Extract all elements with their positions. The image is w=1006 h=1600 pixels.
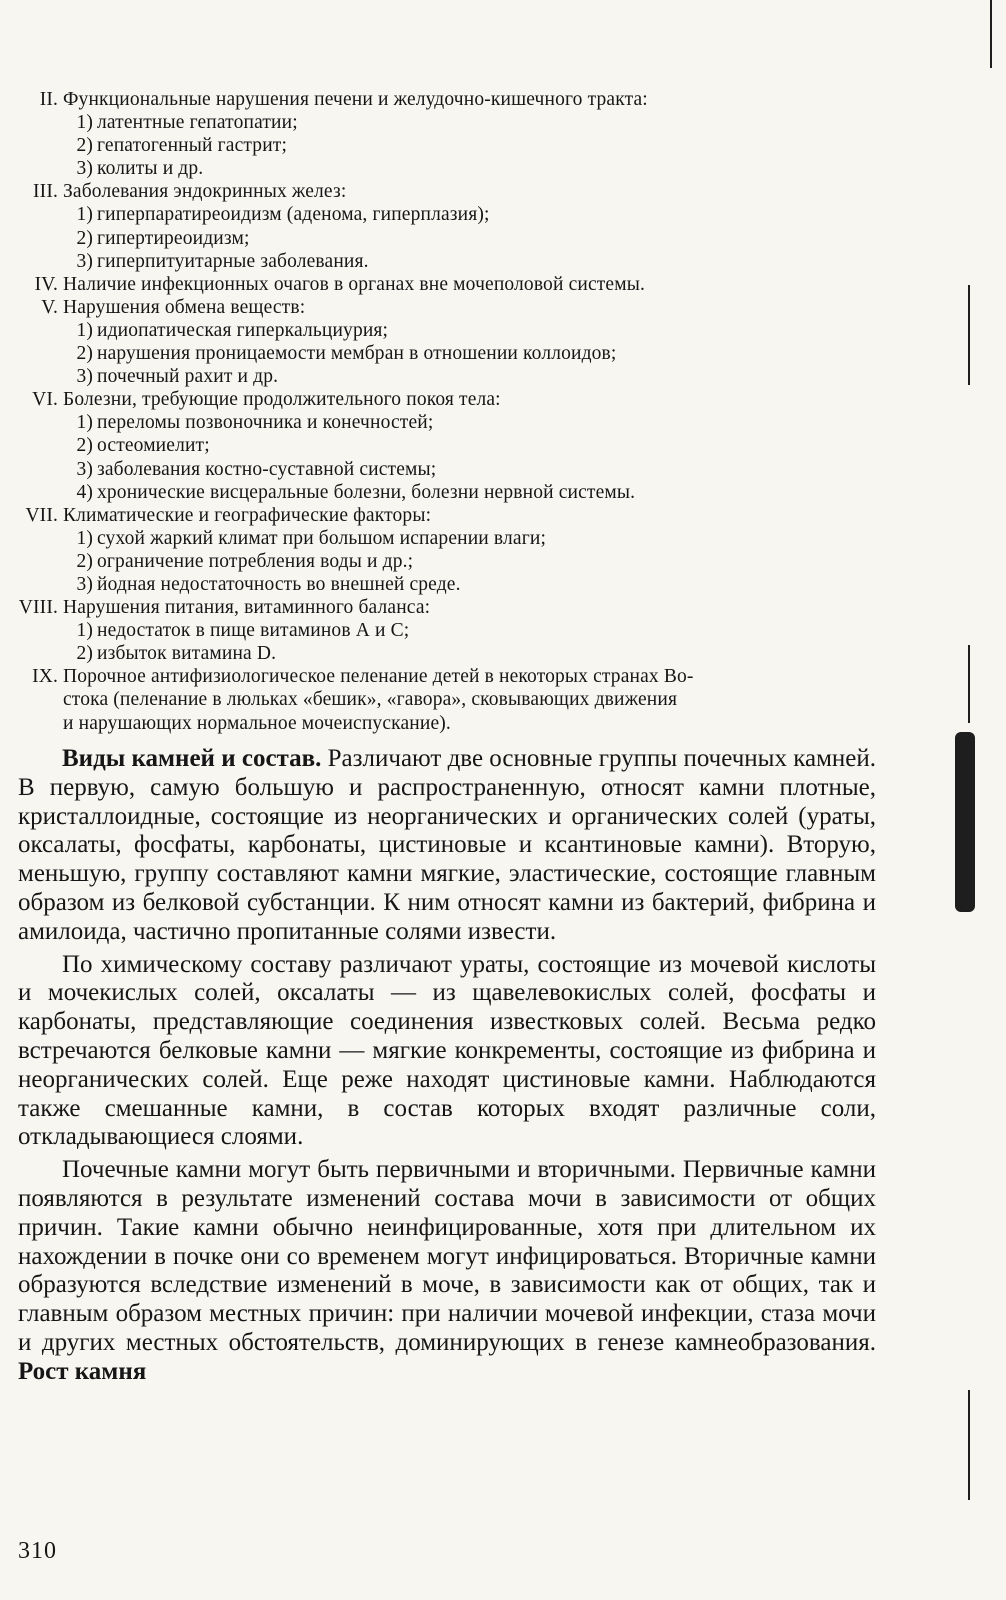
section-heading-text: Болезни, требующие продолжительного покоя тела: <box>63 389 501 411</box>
list-item <box>18 573 878 596</box>
section-heading-number: VIII. <box>18 597 58 619</box>
scan-mark <box>968 1390 970 1500</box>
scan-mark <box>990 0 992 68</box>
list-item-number: 4) <box>76 481 93 503</box>
list-item <box>18 342 878 365</box>
list-item-number: 2) <box>76 227 93 249</box>
section-heading-text: Заболевания эндокринных желез: <box>63 181 347 203</box>
list-item-number: 1) <box>76 412 93 434</box>
list-item <box>18 458 878 481</box>
section-heading <box>18 665 878 688</box>
section-continuation-text: и нарушающих нормальное мочеиспускание). <box>63 712 451 734</box>
section-heading-text: Нарушения обмена веществ: <box>63 296 306 318</box>
list-item-number: 3) <box>76 366 93 388</box>
list-item <box>18 481 878 504</box>
section-heading <box>18 388 878 411</box>
paragraph-text: Различают две основные группы почечных камней. В первую, самую большую и распространенную, относят камни плотные, кристаллоидные, состоящие из неорганических и органических солей (ураты, оксалаты, фосфаты, карбонаты, цистиновые и ксантиновые камни). Вторую, меньшую, группу составляют камни мягкие, эластические, состоящие главным образом из белковой субстанции. К ним относят камни из бактерий, фибрина и амилоида, частично пропитанные солями извести. <box>18 745 877 945</box>
list-item <box>18 203 878 226</box>
list-item-text: заболевания костно-суставной системы; <box>97 458 437 480</box>
section-heading <box>18 273 878 296</box>
list-item-text: избыток витамина D. <box>97 643 277 665</box>
list-item <box>18 227 878 250</box>
page-number: 310 <box>18 1538 57 1564</box>
section-heading-text: Наличие инфекционных очагов в органах вне мочеполовой системы. <box>63 273 646 295</box>
list-item-number: 1) <box>76 319 93 341</box>
list-item-number: 2) <box>76 550 93 572</box>
section-heading-number: IV. <box>34 273 58 295</box>
list-item-text: гепатогенный гастрит; <box>97 135 288 157</box>
list-item-number: 2) <box>76 135 93 157</box>
paragraph-heading: Виды камней и состав. <box>62 745 322 772</box>
paragraph-text: По химическому составу различают ураты, состоящие из мочевой кислоты и мочекислых солей, оксалаты — из щавелевокислых солей, фосфаты и карбонаты, представляющие соединения известковых солей. Весьма редко встречаются белковые камни — мягкие конкременты, состоящие из фибрина и неорганических солей. Еще реже находят цистиновые камни. Наблюдаются также смешанные камни, в состав которых входят различные соли, откладывающиеся слоями. <box>18 950 876 1151</box>
section-heading <box>18 88 878 111</box>
section-heading-text: Функциональные нарушения печени и желудочно-кишечного тракта: <box>63 89 648 110</box>
list-item-number: 2) <box>76 435 93 457</box>
list-item <box>18 550 878 573</box>
list-item-text: гипертиреоидизм; <box>97 227 250 249</box>
list-item <box>18 250 878 273</box>
scan-mark <box>968 645 970 723</box>
list-item-text: идиопатическая гиперкальциурия; <box>97 319 389 341</box>
list-item-text: латентные гепатопатии; <box>97 112 298 134</box>
paragraph <box>18 745 876 947</box>
section-heading-number: V. <box>41 296 58 318</box>
section-continuation <box>18 688 878 711</box>
list-item <box>18 642 878 665</box>
list-item-number: 3) <box>76 158 93 180</box>
section-heading-text: Климатические и географические факторы: <box>63 504 432 526</box>
scan-mark <box>968 285 970 385</box>
list-item <box>18 319 878 342</box>
scan-smudge <box>955 732 975 912</box>
section-heading <box>18 296 878 319</box>
section-heading-text: Порочное антифизиологическое пеленание детей в некоторых странах Во- <box>63 666 694 688</box>
list-item <box>18 365 878 388</box>
list-item-text: гиперпитуитарные заболевания. <box>97 250 369 272</box>
section-heading-number: III. <box>33 181 58 203</box>
list-item <box>18 527 878 550</box>
section-heading <box>18 504 878 527</box>
etiology-list <box>18 88 878 735</box>
list-item-text: нарушения проницаемости мембран в отношении коллоидов; <box>97 343 617 365</box>
list-item-text: почечный рахит и др. <box>97 366 279 388</box>
section-heading <box>18 596 878 619</box>
list-item-number: 3) <box>76 573 93 595</box>
list-item-text: гиперпаратиреоидизм (аденома, гиперплазия); <box>97 204 490 226</box>
section-heading-number: IX. <box>32 666 58 688</box>
list-item <box>18 619 878 642</box>
section-heading-number: VI. <box>32 389 58 411</box>
list-item-number: 2) <box>76 643 93 665</box>
list-item <box>18 111 878 134</box>
list-item <box>18 411 878 434</box>
body-text <box>18 745 876 1391</box>
list-item-number: 1) <box>76 620 93 642</box>
list-item <box>18 434 878 457</box>
section-heading-number: VII. <box>25 504 58 526</box>
list-item <box>18 157 878 180</box>
section-continuation <box>18 712 878 735</box>
list-item-text: переломы позвоночника и конечностей; <box>97 412 434 434</box>
list-item-text: остеомиелит; <box>97 435 210 457</box>
list-item-number: 3) <box>76 250 93 272</box>
section-heading <box>18 180 878 203</box>
section-continuation-text: стока (пеленание в люльках «бешик», «гавора», сковывающих движения <box>63 689 678 711</box>
list-item <box>18 134 878 157</box>
list-item-text: колиты и др. <box>97 158 204 180</box>
list-item-number: 1) <box>76 204 93 226</box>
section-heading-text: Нарушения питания, витаминного баланса: <box>63 597 431 619</box>
list-item-number: 2) <box>76 343 93 365</box>
section-heading-number: II. <box>39 89 58 110</box>
paragraph <box>18 951 876 1153</box>
list-item-text: недостаток в пище витаминов А и С; <box>97 620 410 642</box>
list-item-number: 1) <box>76 527 93 549</box>
paragraph-tail: Рост камня <box>18 1357 147 1385</box>
paragraph-text: Почечные камни могут быть первичными и вторичными. Первичные камни появляются в результате изменений состава мочи в зависимости от общих причин. Такие камни обычно неинфицированные, хотя при длительном их нахождении в почке они со временем могут инфицироваться. Вторичные камни образуются вследствие изменений в моче, в зависимости как от общих, так и главным образом местных причин: при наличии мочевой инфекции, стаза мочи и других местных обстоятельств, доминирующих в генезе камнеобразования. <box>18 1156 876 1356</box>
list-item-number: 1) <box>76 112 93 134</box>
list-item-text: йодная недостаточность во внешней среде. <box>97 573 461 595</box>
list-item-text: хронические висцеральные болезни, болезни нервной системы. <box>97 481 636 503</box>
paragraph <box>18 1156 876 1386</box>
list-item-text: ограничение потребления воды и др.; <box>97 550 414 572</box>
list-item-number: 3) <box>76 458 93 480</box>
list-item-text: сухой жаркий климат при большом испарении влаги; <box>97 527 547 549</box>
